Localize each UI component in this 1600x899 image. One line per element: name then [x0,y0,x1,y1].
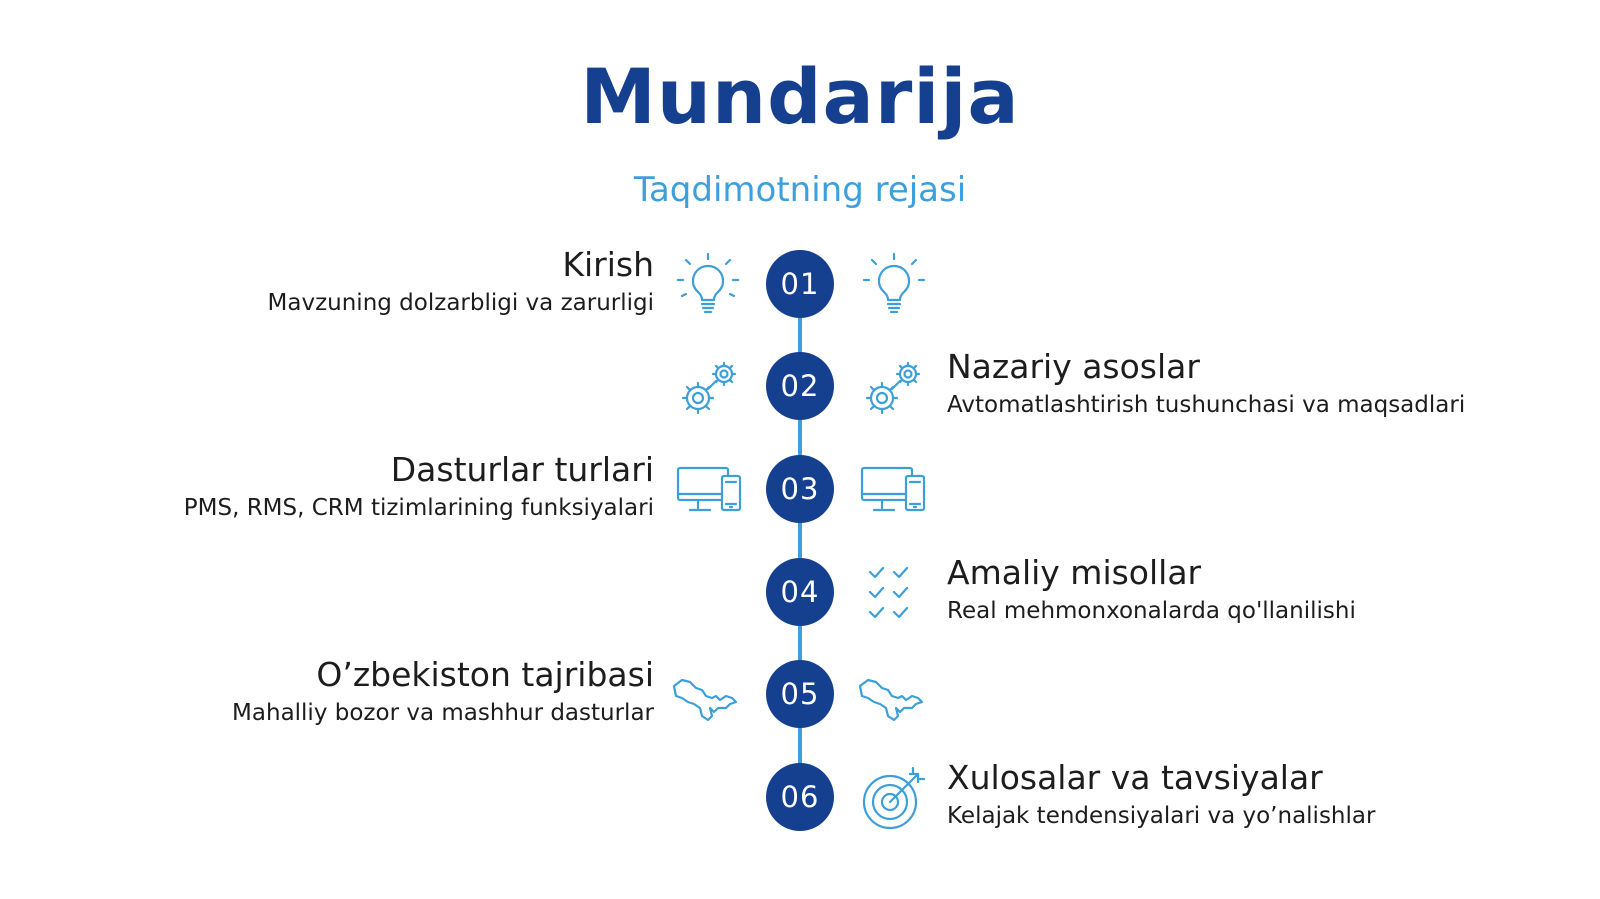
toc-item-title: Xulosalar va tavsiyalar [947,758,1323,797]
toc-item-02 [947,347,1465,421]
step-number-02: 02 [766,352,834,420]
toc-item-description: Mahalliy bozor va mashhur dasturlar [232,700,654,726]
uzbekistan-map-icon [672,660,744,732]
gears-icon [674,352,746,424]
step-number-01: 01 [766,250,834,318]
toc-item-06 [947,758,1375,832]
toc-item-description: Avtomatlashtirish tushunchasi va maqsadlari [947,392,1466,418]
toc-item-description: PMS, RMS, CRM tizimlarining funksiyalari [183,495,654,521]
step-number-03: 03 [766,455,834,523]
toc-item-title: Dasturlar turlari [390,450,654,489]
toc-item-title: Kirish [562,245,654,284]
toc-item-03 [184,450,654,524]
checklist-icon [858,558,930,630]
devices-icon [674,454,746,526]
toc-item-title: Amaliy misollar [947,553,1202,592]
step-number-05: 05 [766,660,834,728]
toc-item-description: Kelajak tendensiyalari va yo’nalishlar [947,803,1376,829]
toc-item-01 [268,245,654,319]
lightbulb-icon [858,248,930,320]
step-number-06: 06 [766,763,834,831]
lightbulb-icon [672,248,744,320]
toc-item-description: Real mehmonxonalarda qo'llanilishi [947,598,1356,624]
page-title: Mundarija [580,52,1020,141]
toc-item-05 [232,655,654,729]
toc-item-title: O’zbekiston tajribasi [316,655,654,694]
gears-icon [858,352,930,424]
toc-item-04 [947,553,1356,627]
uzbekistan-map-icon [858,660,930,732]
page-subtitle: Taqdimotning rejasi [633,170,967,210]
toc-item-title: Nazariy asoslar [947,347,1200,386]
devices-icon [858,454,930,526]
target-icon [858,762,930,834]
toc-item-description: Mavzuning dolzarbligi va zarurligi [267,290,654,316]
step-number-04: 04 [766,558,834,626]
